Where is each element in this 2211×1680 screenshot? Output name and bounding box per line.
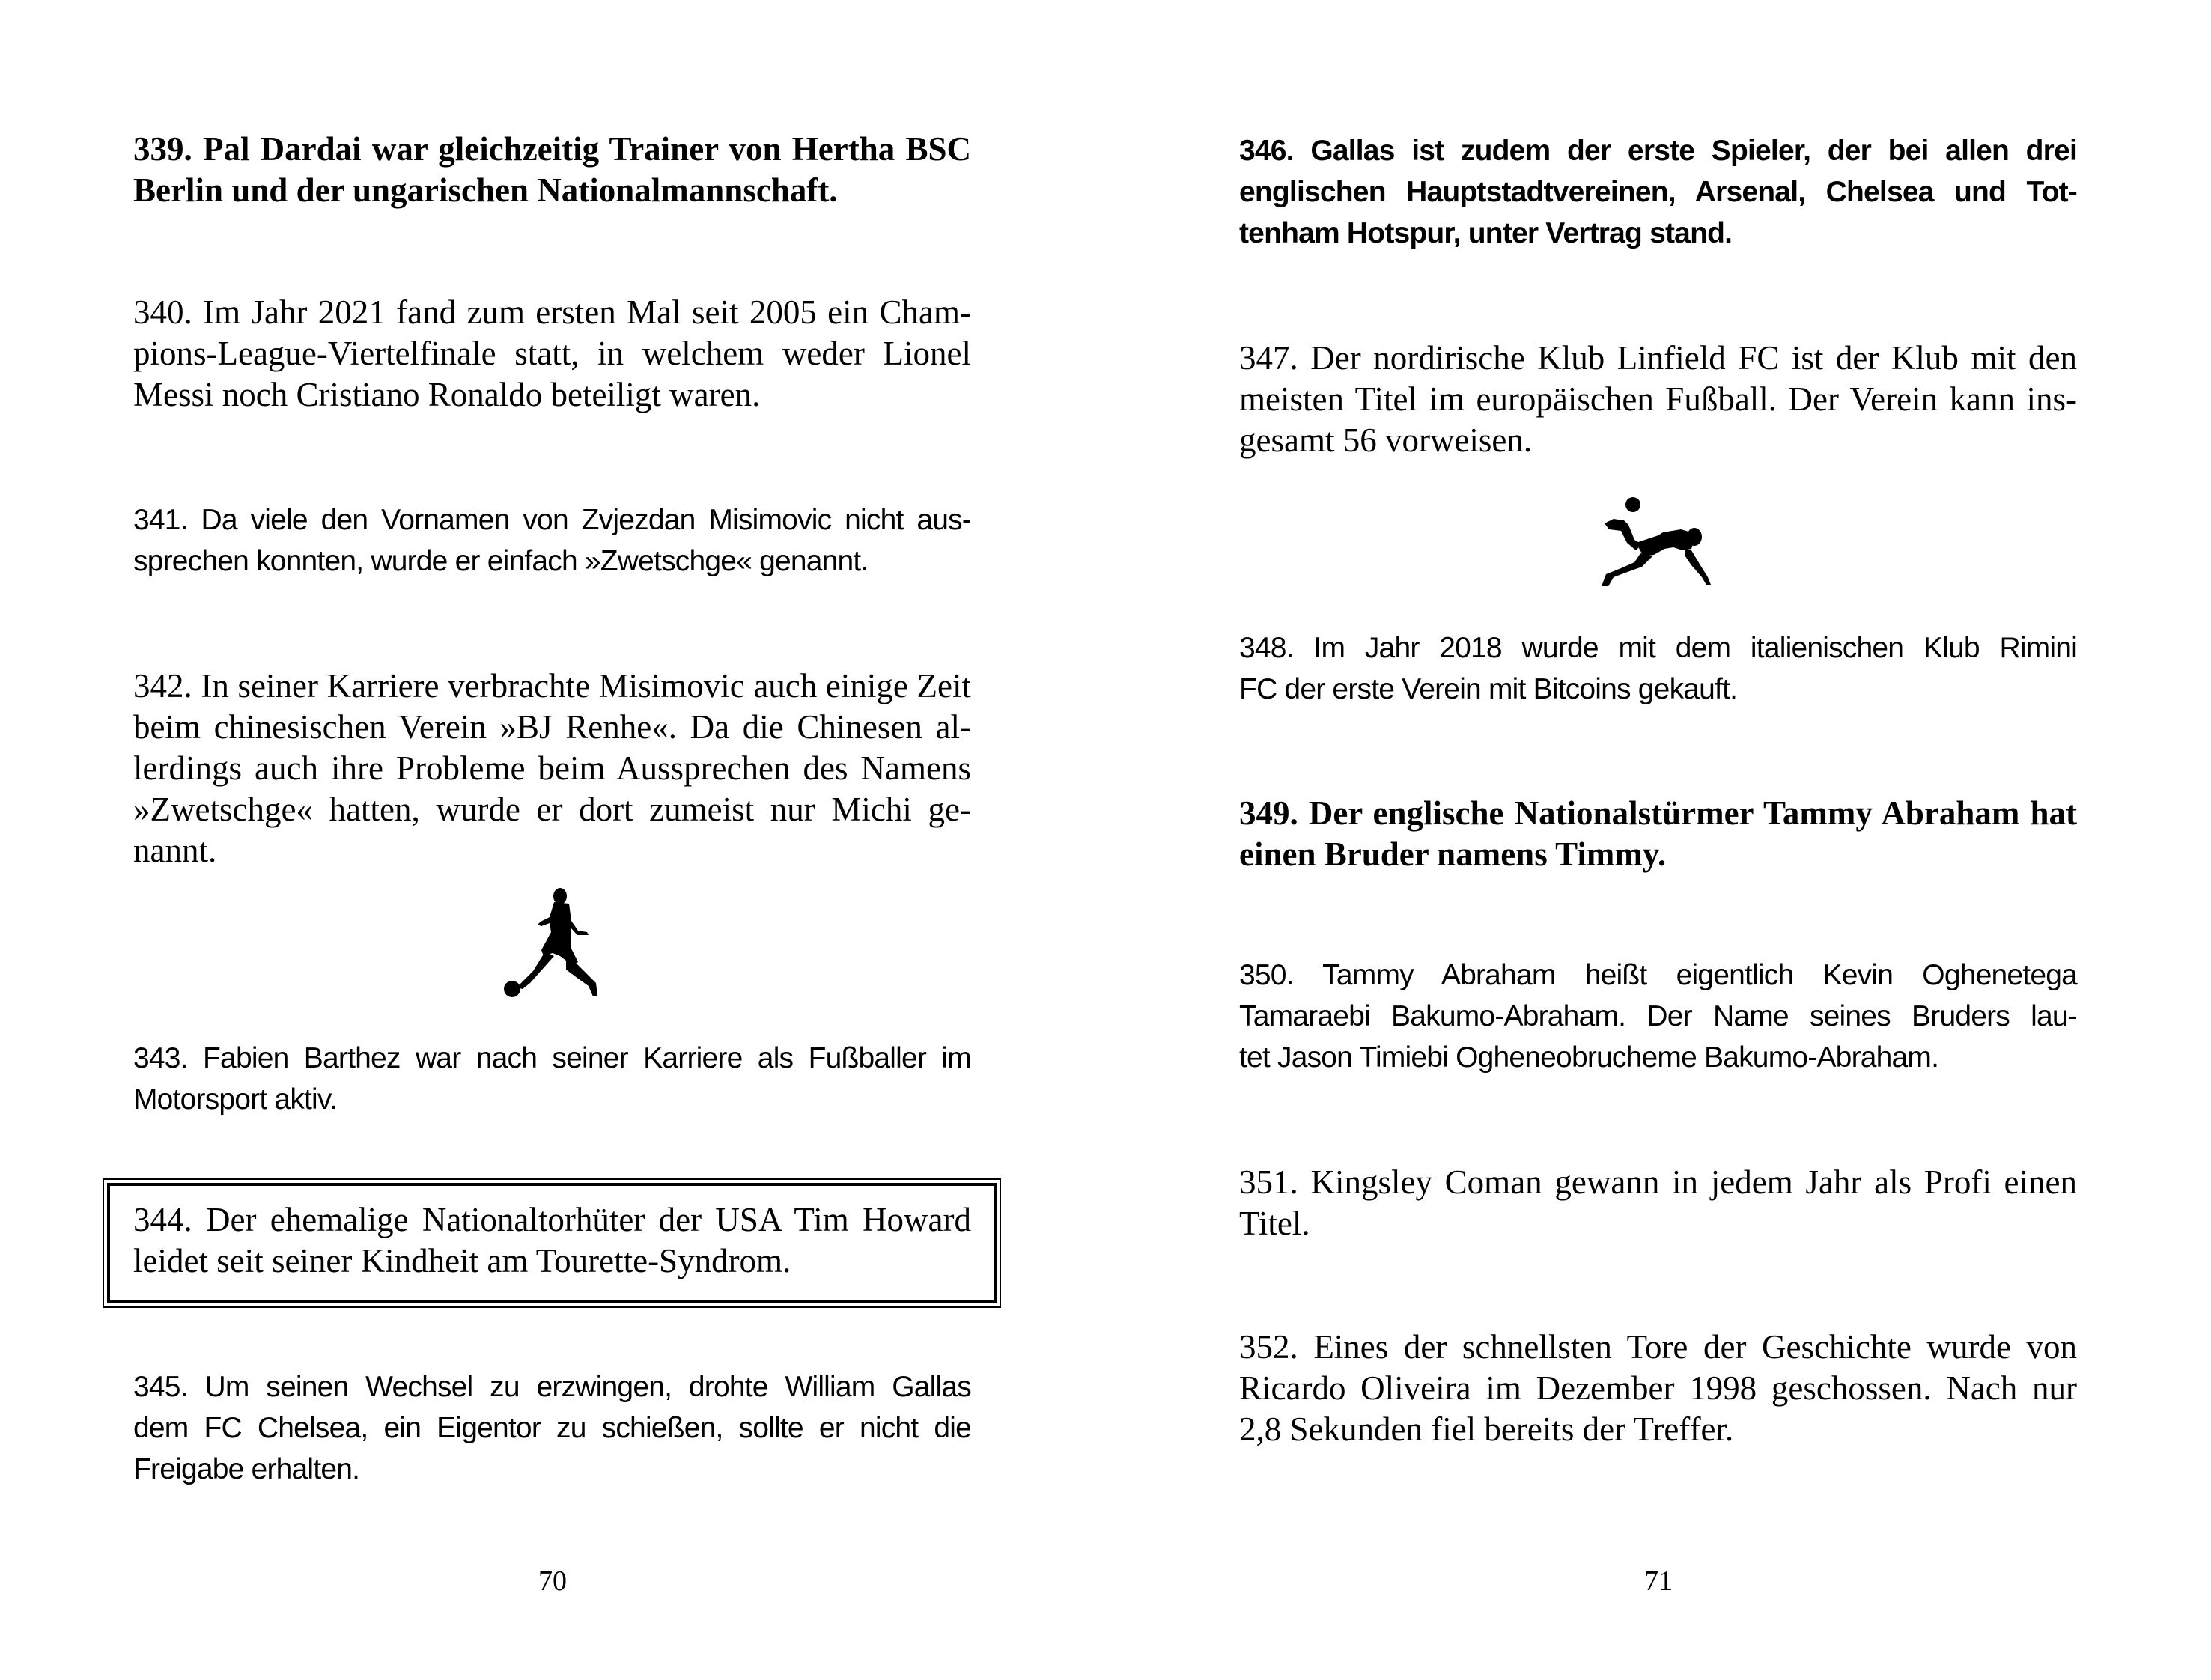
fact-line: nannt. <box>133 832 217 869</box>
fact-line: 347. Der nordirische Klub Linfield FC ist der Klub mit den <box>1239 339 2077 377</box>
fact-line: gesamt 56 vorweisen. <box>1239 421 1533 459</box>
soccer-bicycle-kick-icon <box>1599 496 1718 586</box>
page-number: 70 <box>538 1565 567 1597</box>
fact-340 <box>133 292 971 416</box>
fact-line: Freigabe erhalten. <box>133 1453 360 1485</box>
fact-351 <box>1239 1162 2077 1244</box>
fact-line: 341. Da viele den Vornamen von Zvjezdan Misimovic nicht aus- <box>133 504 971 536</box>
fact-line: Titel. <box>1239 1205 1310 1242</box>
right-page <box>1106 0 2211 1680</box>
fact-345 <box>133 1366 971 1490</box>
fact-line: tenham Hotspur, unter Vertrag stand. <box>1239 217 1733 249</box>
fact-350 <box>1239 955 2077 1078</box>
fact-line: 343. Fabien Barthez war nach seiner Karriere als Fußballer im <box>133 1042 971 1074</box>
fact-line: lerdings auch ihre Probleme beim Aussprechen des Namens <box>133 749 971 787</box>
fact-339 <box>133 129 971 211</box>
fact-line: 350. Tammy Abraham heißt eigentlich Kevin Oghenetega <box>1239 959 2077 991</box>
fact-line: 339. Pal Dardai war gleichzeitig Trainer von Hertha BSC <box>133 130 971 168</box>
fact-line: 345. Um seinen Wechsel zu erzwingen, drohte William Gallas <box>133 1371 971 1403</box>
fact-line: pions-League-Viertelfinale statt, in welchem weder Lionel <box>133 335 971 372</box>
page-number: 71 <box>1644 1565 1673 1597</box>
fact-line: Tamaraebi Bakumo-Abraham. Der Name seines Bruders lau- <box>1239 1000 2077 1032</box>
fact-line: meisten Titel im europäischen Fußball. Der Verein kann ins- <box>1239 380 2077 418</box>
fact-line: 351. Kingsley Coman gewann in jedem Jahr als Profi einen <box>1239 1163 2077 1201</box>
fact-line: Messi noch Cristiano Ronaldo beteiligt waren. <box>133 376 761 413</box>
fact-352 <box>1239 1327 2077 1450</box>
fact-349 <box>1239 793 2077 875</box>
fact-line: FC der erste Verein mit Bitcoins gekauft. <box>1239 673 1738 705</box>
fact-line: einen Bruder namens Timmy. <box>1239 836 1667 873</box>
fact-line: dem FC Chelsea, ein Eigentor zu schießen, sollte er nicht die <box>133 1412 971 1444</box>
fact-342 <box>133 666 971 871</box>
fact-line: Berlin und der ungarischen Nationalmannschaft. <box>133 171 838 209</box>
fact-343 <box>133 1038 971 1120</box>
fact-line: beim chinesischen Verein »BJ Renhe«. Da die Chinesen al- <box>133 708 971 746</box>
fact-347 <box>1239 338 2077 461</box>
fact-346 <box>1239 130 2077 254</box>
left-page <box>0 0 1105 1680</box>
fact-line: 2,8 Sekunden fiel bereits der Treffer. <box>1239 1410 1734 1448</box>
fact-348 <box>1239 627 2077 710</box>
fact-line: 349. Der englische Nationalstürmer Tammy Abraham hat <box>1239 794 2077 832</box>
fact-line: 352. Eines der schnellsten Tore der Geschichte wurde von <box>1239 1328 2077 1366</box>
fact-line: leidet seit seiner Kindheit am Tourette-Syndrom. <box>133 1242 791 1279</box>
fact-line: Ricardo Oliveira im Dezember 1998 geschossen. Nach nur <box>1239 1369 2077 1407</box>
fact-line: 346. Gallas ist zudem der erste Spieler, der bei allen drei <box>1239 135 2077 167</box>
fact-341 <box>133 499 971 582</box>
fact-line: sprechen konnten, wurde er einfach »Zwetschge« genannt. <box>133 545 869 577</box>
fact-line: 340. Im Jahr 2021 fand zum ersten Mal seit 2005 ein Cham- <box>133 293 971 331</box>
soccer-player-kicking-icon <box>500 887 609 997</box>
fact-344 <box>133 1199 971 1282</box>
fact-line: »Zwetschge« hatten, wurde er dort zumeist nur Michi ge- <box>133 791 971 828</box>
fact-line: tet Jason Timiebi Ogheneobrucheme Bakumo-Abraham. <box>1239 1041 1939 1074</box>
fact-line: 348. Im Jahr 2018 wurde mit dem italienischen Klub Rimini <box>1239 632 2077 664</box>
fact-line: Motorsport aktiv. <box>133 1083 337 1116</box>
fact-line: 342. In seiner Karriere verbrachte Misimovic auch einige Zeit <box>133 667 971 704</box>
fact-line: englischen Hauptstadtvereinen, Arsenal, Chelsea und Tot- <box>1239 176 2077 208</box>
fact-line: 344. Der ehemalige Nationaltorhüter der USA Tim Howard <box>133 1201 971 1238</box>
